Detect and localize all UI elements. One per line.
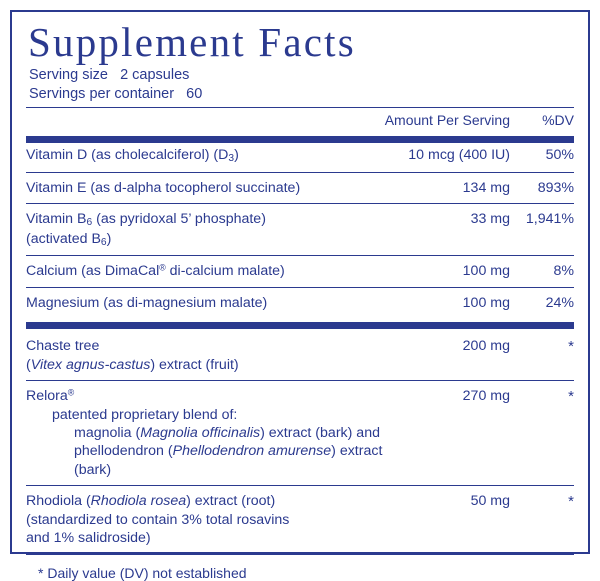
nutrient-amount: 100 mg: [462, 294, 510, 311]
row-divider-last: [26, 551, 574, 558]
nutrient-amount: 134 mg: [462, 179, 510, 196]
nutrient-percent-dv: 893%: [537, 179, 574, 196]
nutrient-amount: 200 mg: [462, 338, 510, 355]
header-blank: [26, 108, 385, 132]
footnote: * Daily value (DV) not established: [38, 564, 247, 581]
facts-table: [26, 108, 574, 132]
table-header-row: [26, 108, 574, 132]
serving-size-value: 2 capsules: [120, 66, 190, 83]
nutrient-amount: 100 mg: [462, 263, 510, 280]
nutrient-amount: 270 mg: [462, 388, 510, 405]
nutrient-percent-dv: 24%: [545, 294, 574, 311]
row-divider: [26, 377, 574, 384]
nutrient-percent-dv: 8%: [553, 263, 574, 280]
header-percent-dv: %DV: [542, 112, 574, 129]
servings-per-container-label: Servings per container: [29, 85, 175, 102]
nutrient-amount: 33 mg: [470, 211, 510, 228]
serving-size-line: [29, 66, 574, 85]
serving-size-label: Serving size: [29, 66, 108, 83]
row-divider: [26, 284, 574, 291]
nutrient-rows-table: [26, 143, 574, 557]
supplement-facts-panel: [10, 10, 590, 581]
nutrient-percent-dv: *: [568, 493, 574, 511]
nutrient-name: Chaste tree (Vitex agnus-castus) extract (fruit): [26, 338, 239, 373]
nutrient-percent-dv: *: [568, 388, 574, 406]
nutrient-name: Magnesium (as di-magnesium malate): [26, 294, 268, 311]
table-row: [26, 207, 574, 252]
table-row: [26, 291, 574, 315]
nutrient-name: Vitamin D (as cholecalciferol) $(D_3)$: [26, 147, 239, 165]
table-row: [26, 259, 574, 283]
nutrient-name: Relora® patented proprietary blend of: magnolia (Magnolia officinalis) extract (bark) and phellodendron (Phellodendron amurense) extract (bark): [26, 387, 383, 478]
row-divider: [26, 482, 574, 489]
header-amount-per-serving: Amount Per Serving: [384, 112, 510, 129]
nutrient-amount: 50 mg: [470, 493, 510, 510]
row-divider: [26, 315, 574, 334]
table-row: [26, 143, 574, 169]
page-title: Supplement Facts: [28, 19, 356, 65]
table-row: [26, 334, 574, 377]
nutrient-name: Vitamin E (as d-alpha tocopherol succinate): [26, 179, 301, 196]
row-divider: [26, 200, 574, 207]
servings-per-container-line: [29, 85, 574, 104]
table-row: [26, 384, 574, 482]
nutrient-percent-dv: 1,941%: [525, 211, 574, 228]
servings-per-container-value: 60: [186, 85, 203, 102]
nutrient-amount: 10 mcg (400 IU): [408, 147, 510, 164]
nutrient-name: Calcium (as DimaCal® di-calcium malate): [26, 262, 285, 280]
row-divider: [26, 252, 574, 259]
nutrient-percent-dv: 50%: [545, 147, 574, 164]
nutrient-name: Rhodiola (Rhodiola rosea) extract (root) (standardized to contain 3% total rosavins and 1% salidroside): [26, 493, 290, 547]
row-divider: [26, 169, 574, 176]
nutrient-name: Vitamin $B_6$ (as pyridoxal 5’ phosphate) (activated $B_6$): [26, 211, 266, 248]
divider-header: [26, 136, 574, 143]
nutrient-percent-dv: *: [568, 338, 574, 356]
table-row: [26, 489, 574, 550]
table-row: [26, 176, 574, 200]
